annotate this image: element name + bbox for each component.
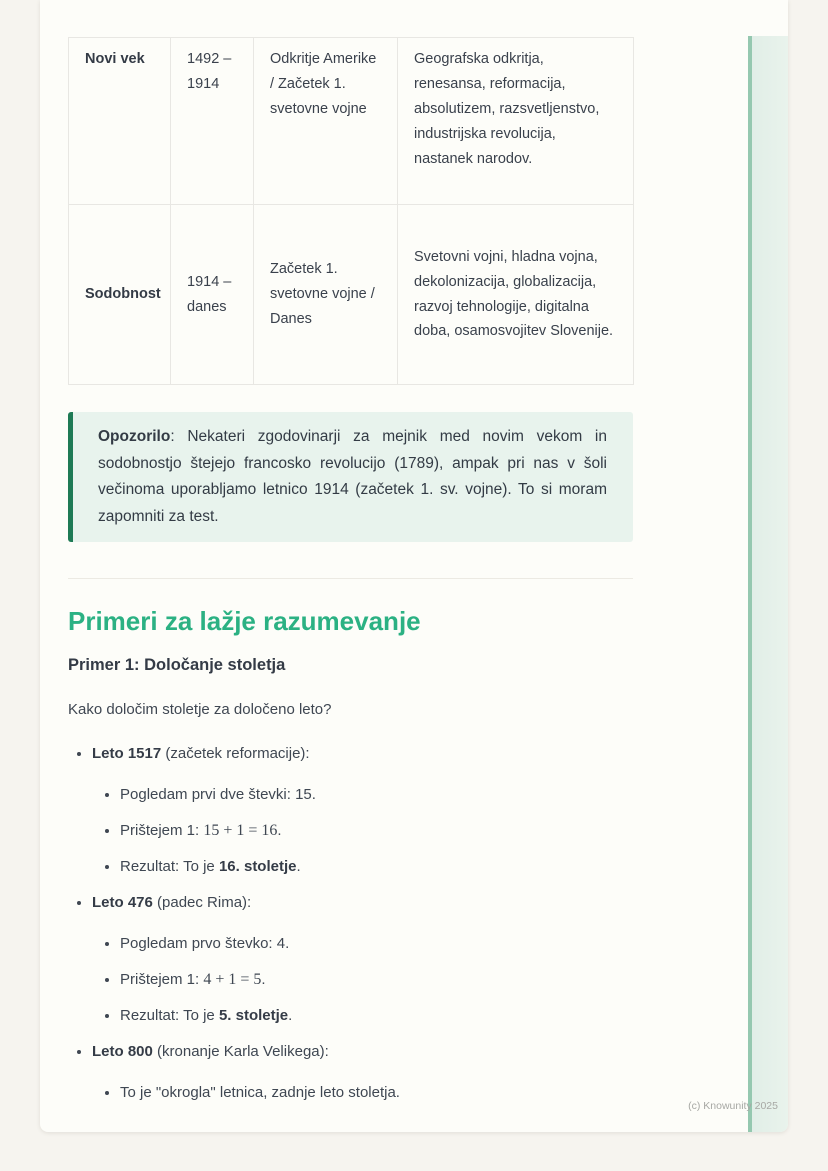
page-content (68, 0, 633, 1104)
callout-text: : Nekateri zgodovinarji za mejnik med novim vekom in sodobnostjo štejejo francosko revolucijo (1789), ampak pri nas v šoli večinoma uporabljamo letnico 1914 (začetek 1. sv. vojne). To si moram zapomniti za test. (98, 428, 607, 525)
example-label-rest: (kronanje Karla Velikega): (152, 1043, 329, 1060)
step-text: Prištejem 1: (120, 822, 204, 839)
example-label: Leto 476 (92, 894, 153, 911)
highlight-sidebar-bar (748, 36, 788, 1132)
example-label-rest: (začetek reformacije): (161, 745, 310, 762)
cell-event: Začetek 1. svetovne vojne / Danes (254, 205, 398, 385)
question-paragraph: Kako določim stoletje za določeno leto? (68, 701, 332, 718)
cell-event: Odkritje Amerike / Začetek 1. svetovne vojne (254, 38, 398, 205)
section-heading: Primeri za lažje razumevanje (68, 606, 421, 636)
history-periods-table (68, 37, 634, 385)
step-text: . (277, 822, 282, 839)
cell-period: Sodobnost (69, 205, 171, 385)
warning-callout (68, 412, 633, 542)
example-label: Leto 1517 (92, 745, 162, 762)
step-text: . (261, 971, 266, 988)
step-text: To je "okrogla" letnica, zadnje leto stoletja. (120, 1084, 400, 1101)
step-item (120, 1005, 633, 1027)
example-item (92, 743, 633, 878)
step-text: Pogledam prvi dve števki: 15. (120, 786, 316, 803)
step-item (120, 1082, 633, 1104)
cell-years: 1492 – 1914 (171, 38, 254, 205)
example-steps (92, 933, 633, 1027)
table-row (69, 205, 634, 385)
step-item (120, 969, 633, 991)
step-math: 15 + 1 = 16 (203, 822, 278, 839)
example-label: Leto 800 (92, 1043, 153, 1060)
step-bold: 16. stoletje (218, 858, 297, 875)
example-item (92, 1041, 633, 1104)
example-label-rest: (padec Rima): (152, 894, 252, 911)
step-item (120, 933, 633, 955)
step-text: Prištejem 1: (120, 971, 204, 988)
step-text: . (296, 858, 301, 875)
example-steps (92, 1082, 633, 1104)
examples-list (68, 743, 633, 1104)
table-row (69, 38, 634, 205)
step-math: 4 + 1 = 5 (203, 971, 262, 988)
cell-description: Geografska odkritja, renesansa, reformacija, absolutizem, razsvetljenstvo, industrijska revolucija, nastanek narodov. (398, 38, 634, 205)
section-divider (68, 578, 633, 579)
document-page (40, 0, 788, 1132)
example-subheading: Primer 1: Določanje stoletja (68, 656, 286, 674)
example-item (92, 892, 633, 1027)
step-text: Rezultat: To je (120, 858, 219, 875)
cell-years: 1914 – danes (171, 205, 254, 385)
step-text: Pogledam prvo števko: 4. (120, 935, 290, 952)
callout-label: Opozorilo (98, 428, 171, 445)
step-bold: 5. stoletje (218, 1007, 289, 1024)
step-text: . (288, 1007, 293, 1024)
step-item (120, 856, 633, 878)
step-text: Rezultat: To je (120, 1007, 219, 1024)
step-item (120, 820, 633, 842)
cell-period: Novi vek (69, 38, 171, 205)
step-item (120, 784, 633, 806)
footer-copyright: (c) Knowunity 2025 (688, 1100, 778, 1112)
example-steps (92, 784, 633, 878)
cell-description: Svetovni vojni, hladna vojna, dekolonizacija, globalizacija, razvoj tehnologije, digitalna doba, osamosvojitev Slovenije. (398, 205, 634, 385)
